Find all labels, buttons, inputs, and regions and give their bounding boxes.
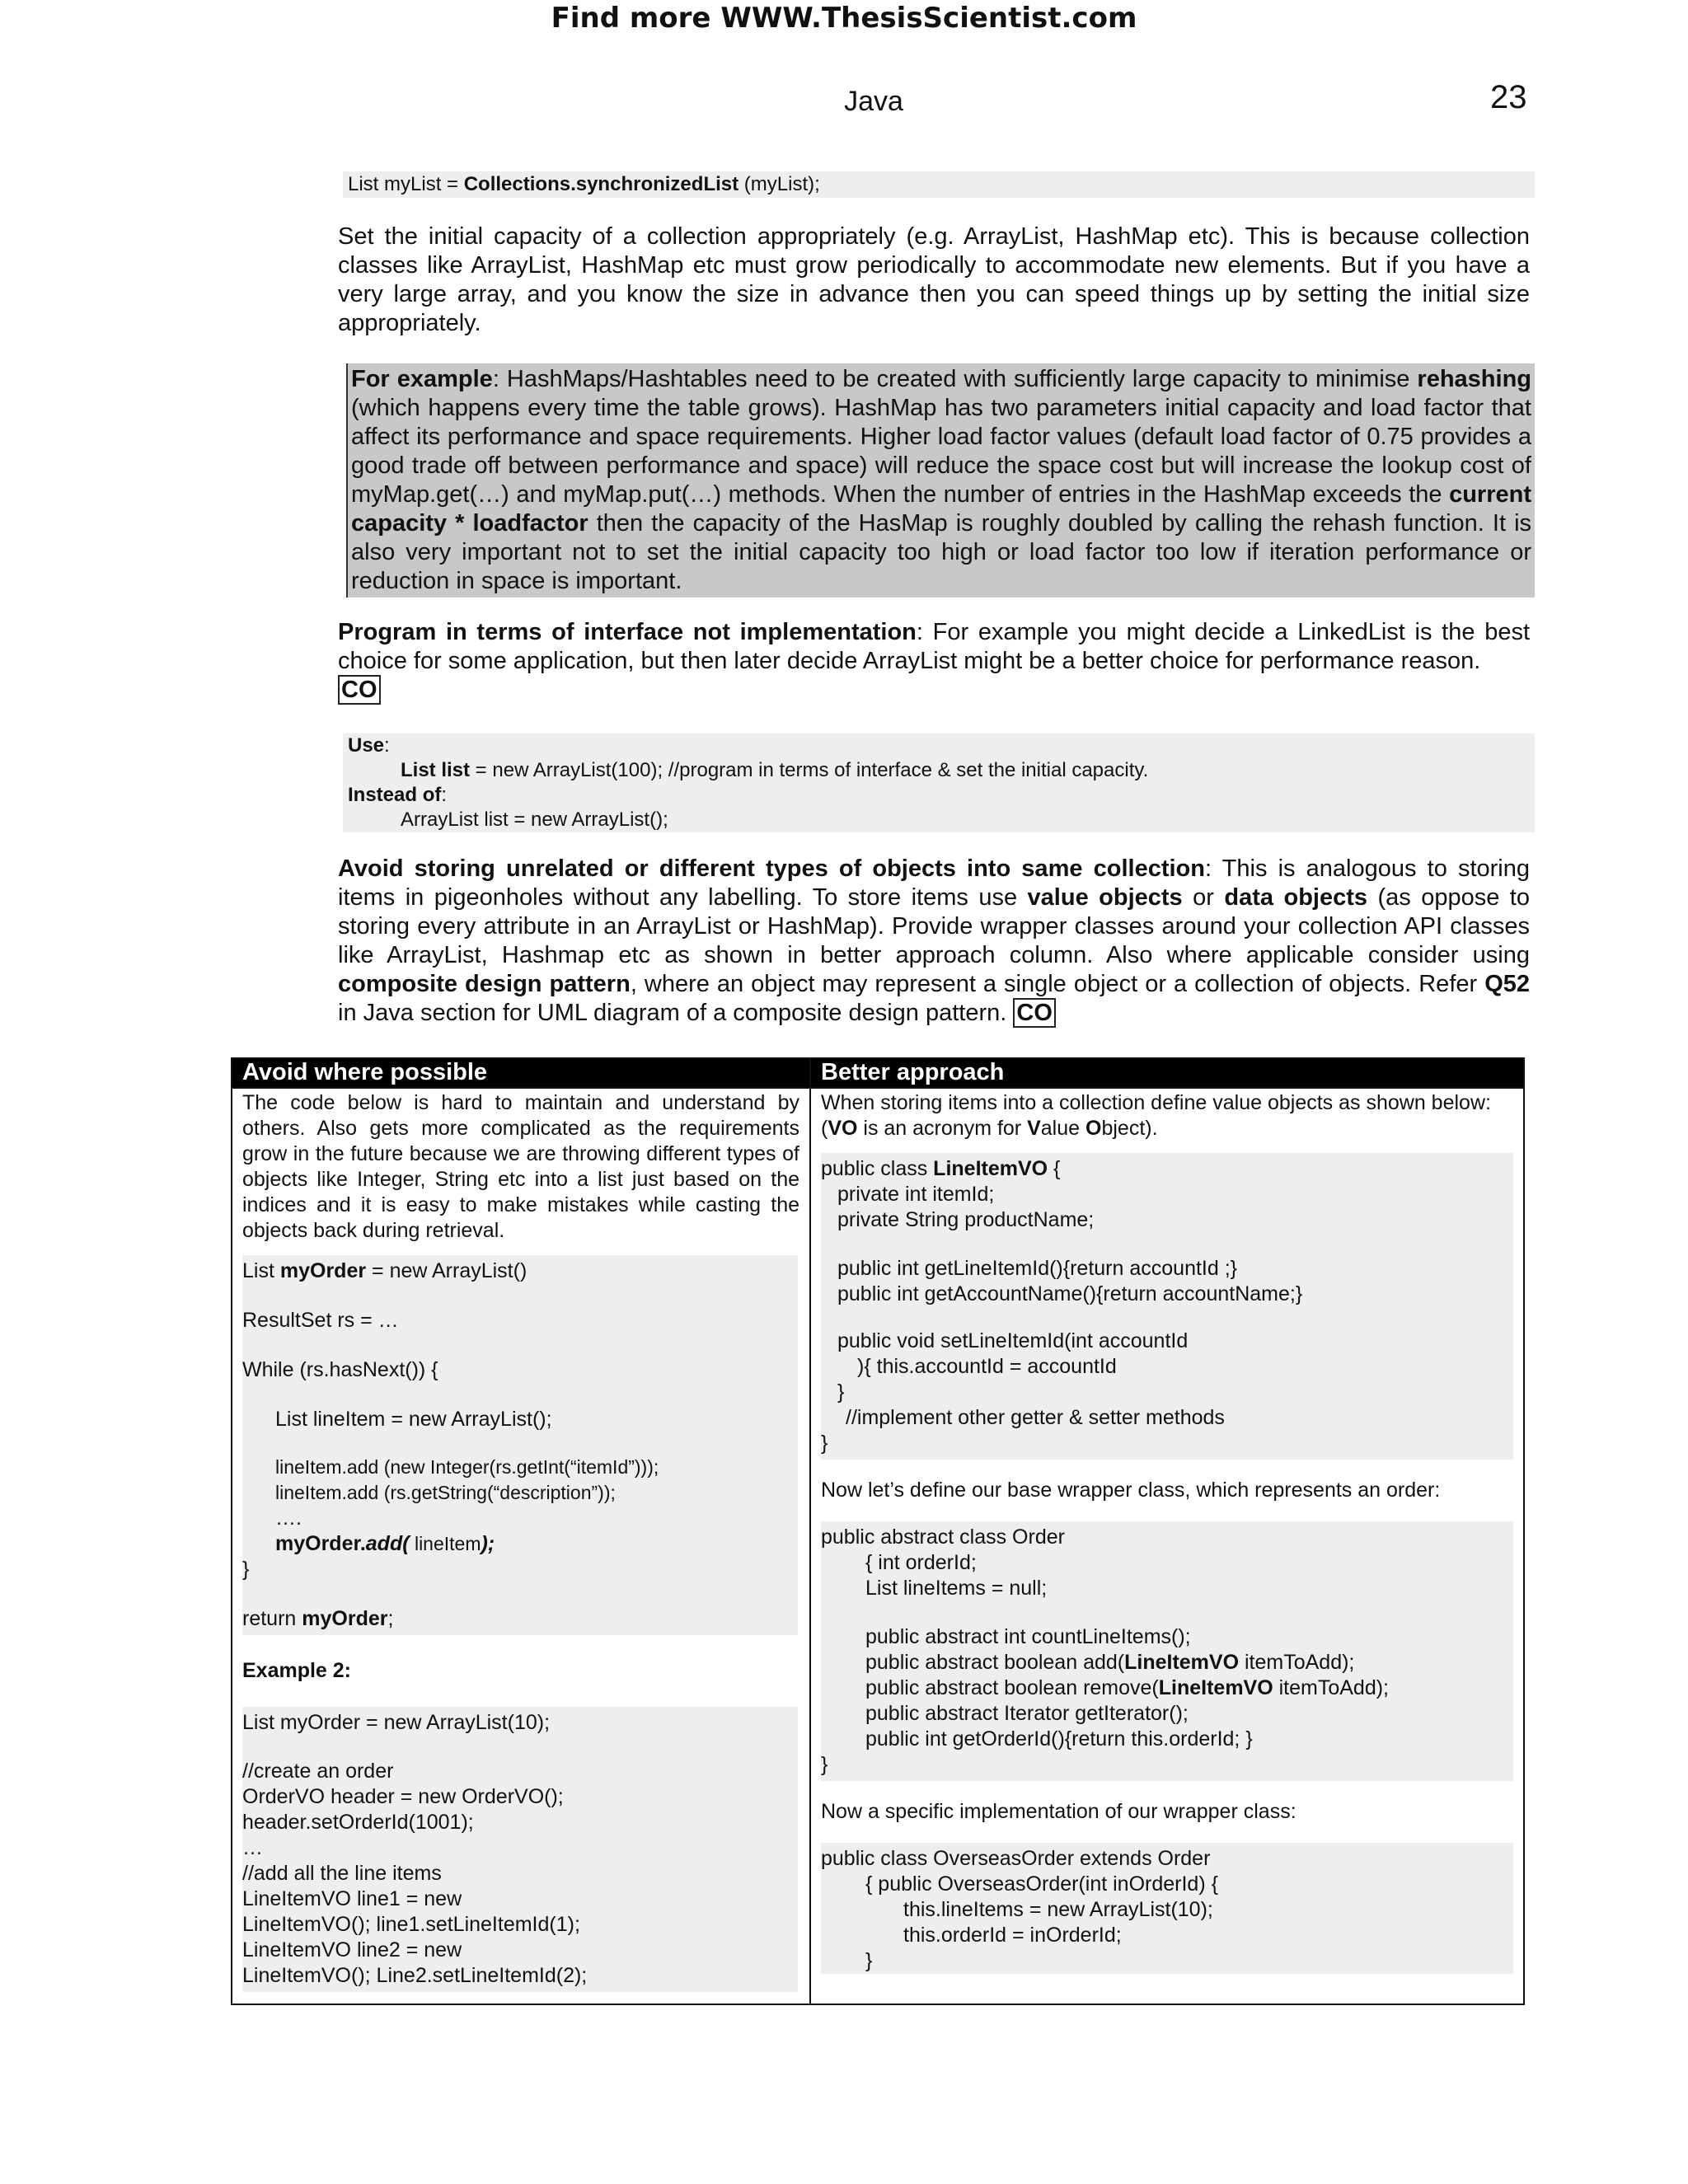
column-header-better: Better approach xyxy=(810,1058,1524,1088)
right-code-order xyxy=(821,1521,1513,1781)
code-line: public class OverseasOrder extends Order xyxy=(821,1847,1211,1870)
paragraph-body: in Java section for UML diagram of a composite design pattern. xyxy=(338,1000,1007,1026)
intro-bold: VO xyxy=(828,1117,858,1140)
page-number: 23 xyxy=(1490,79,1527,115)
code-line: List lineItem = new ArrayList(); xyxy=(275,1408,552,1431)
code-bold: Collections.synchronizedList xyxy=(463,173,739,195)
code-line: LineItemVO(); line1.setLineItemId(1); xyxy=(242,1913,580,1936)
cell-avoid xyxy=(232,1088,810,2004)
left-code-block-1 xyxy=(242,1255,798,1635)
table-header-row xyxy=(232,1058,1524,1088)
code-line: public int getLineItemId(){return accountId ;} xyxy=(837,1257,1238,1280)
code-line xyxy=(821,1650,1513,1675)
code-line: private String productName; xyxy=(837,1208,1095,1231)
code-colon: : xyxy=(441,784,448,806)
code-line: } xyxy=(821,1432,828,1455)
paragraph-body: , where an object may represent a single object or a collection of objects. Refer xyxy=(630,971,1485,997)
right-intro xyxy=(821,1090,1513,1141)
code-line: ){ this.accountId = accountId xyxy=(857,1355,1117,1378)
paragraph-body: (as oppose to storing every attribute in an ArrayList or HashMap). Provide wrapper classes around your collection API classes like ArrayList, Hashmap etc as shown in better approach column. Also where applicable consider using xyxy=(338,884,1530,968)
highlighted-example-paragraph xyxy=(346,363,1535,598)
co-tag: CO xyxy=(1013,998,1056,1028)
co-tag: CO xyxy=(338,675,381,705)
code-line: private int itemId; xyxy=(837,1183,995,1206)
code-text: return xyxy=(242,1607,302,1630)
paragraph-initial-capacity xyxy=(338,223,1530,338)
code-line: LineItemVO line1 = new xyxy=(242,1887,462,1910)
code-bold: myOrder. xyxy=(275,1532,366,1555)
code-line: public void setLineItemId(int accountId xyxy=(837,1329,1189,1352)
example-text: then the capacity of the HasMap is roughly doubled by calling the rehash function. It is also very important not to set the initial capacity too high or load factor too low if iteration performance or reduction in space is important. xyxy=(351,510,1532,594)
code-line: public abstract int countLineItems(); xyxy=(865,1625,1191,1648)
code-text: List xyxy=(242,1259,280,1282)
code-line: While (rs.hasNext()) { xyxy=(242,1358,438,1381)
code-text: lineItem xyxy=(409,1533,481,1554)
code-line: … xyxy=(242,1836,263,1859)
paragraph-body: : For example you might decide a LinkedList is the best choice for some application, but then later decide ArrayList might be a better choice for performance reason. xyxy=(338,619,1531,674)
code-bold: LineItemVO xyxy=(1158,1676,1273,1699)
code-line: } xyxy=(865,1949,873,1972)
code-line: ArrayList list = new ArrayList(); xyxy=(401,808,668,831)
example-lead: For example xyxy=(351,366,493,392)
example-bold: current capacity * loadfactor xyxy=(351,481,1531,537)
code-line: lineItem.add (rs.getString(“description”)); xyxy=(275,1482,616,1503)
code-synchronized-list xyxy=(343,171,1535,198)
code-text: public abstract boolean add( xyxy=(865,1651,1125,1674)
code-line: OrderVO header = new OrderVO(); xyxy=(242,1785,564,1808)
code-line: …. xyxy=(275,1507,302,1530)
right-text-specific-impl: Now a specific implementation of our wrapper class: xyxy=(821,1800,1296,1823)
code-line: List myOrder = new ArrayList(10); xyxy=(242,1711,551,1734)
example-text: (which happens every time the table grows). HashMap has two parameters initial capacity and load factor that affect its performance and space requirements. Higher load factor values (default load factor of 0.75 provides a good trade off between performance and space) will reduce the space cost but will increase the lookup cost of myMap.get(…) and myMap.put(…) methods. When the number of entries in the HashMap exceeds the xyxy=(351,395,1531,508)
paragraph-program-to-interface xyxy=(338,618,1530,705)
code-line: public int getAccountName(){return accountName;} xyxy=(837,1282,1303,1305)
code-text: ; xyxy=(387,1607,394,1630)
right-code-overseas-order xyxy=(821,1843,1513,1974)
paragraph-body: or xyxy=(1182,884,1225,911)
code-bold: List list xyxy=(401,759,471,781)
code-bold: ); xyxy=(481,1532,495,1555)
code-line: { public OverseasOrder(int inOrderId) { xyxy=(865,1872,1218,1896)
code-text: public abstract boolean remove( xyxy=(865,1676,1159,1699)
code-line: header.setOrderId(1001); xyxy=(242,1811,474,1834)
code-line: } xyxy=(837,1380,845,1404)
code-line xyxy=(821,1675,1513,1701)
paragraph-lead: Avoid storing unrelated or different types of objects into same collection xyxy=(338,855,1205,882)
code-line: public int getOrderId(){return this.orderId; } xyxy=(865,1727,1253,1750)
code-text: itemToAdd); xyxy=(1239,1651,1355,1674)
paragraph-body: : This is analogous to storing items in pigeonholes without any labelling. To store items use xyxy=(338,855,1530,911)
site-banner: Find more WWW.ThesisScientist.com xyxy=(551,2,1137,35)
cell-better xyxy=(810,1088,1524,2004)
code-text: { xyxy=(1048,1157,1061,1180)
code-line: //implement other getter & setter methods xyxy=(846,1406,1225,1429)
paragraph-text: Set the initial capacity of a collection appropriately (e.g. ArrayList, HashMap etc). This is because collection classes like ArrayList, HashMap etc must grow periodically to accommodate new elements. But if you have a very large array, and you know the size in advance then you can speed things up by setting the initial size appropriately. xyxy=(338,223,1530,336)
code-line: lineItem.add (new Integer(rs.getInt(“itemId”))); xyxy=(275,1456,659,1478)
code-line: } xyxy=(821,1753,828,1776)
running-header-title: Java xyxy=(844,86,903,117)
left-code-block-2 xyxy=(242,1707,798,1992)
intro-bold: V xyxy=(1027,1117,1041,1140)
intro-text: bject). xyxy=(1101,1117,1158,1140)
code-line xyxy=(821,1156,1513,1182)
code-bold: LineItemVO xyxy=(933,1157,1048,1180)
code-line: this.orderId = inOrderId; xyxy=(903,1924,1122,1947)
paragraph-lead: Program in terms of interface not implementation xyxy=(338,619,917,645)
right-text-base-wrapper: Now let’s define our base wrapper class, which represents an order: xyxy=(821,1479,1441,1502)
code-line: //create an order xyxy=(242,1760,394,1783)
code-text: (myList); xyxy=(738,173,820,195)
code-line xyxy=(242,1258,798,1284)
comparison-table xyxy=(231,1057,1525,2005)
left-intro: The code below is hard to maintain and understand by others. Also gets more complicated as the requirements grow in the future because we are throwing different types of objects like Integer, String etc into a list just based on the indices and it is easy to make mistakes while casting the objects back during retrieval. xyxy=(242,1091,799,1242)
code-text: = new ArrayList(100); //program in terms of interface & set the initial capacity. xyxy=(470,759,1149,781)
code-line: public abstract class Order xyxy=(821,1526,1065,1549)
code-text: public class xyxy=(821,1157,934,1180)
code-use-instead xyxy=(343,733,1535,832)
paragraph-bold: data objects xyxy=(1224,884,1368,911)
column-header-avoid: Avoid where possible xyxy=(232,1058,810,1088)
code-text: = new ArrayList() xyxy=(366,1259,528,1282)
example-2-label: Example 2: xyxy=(242,1659,352,1682)
code-line: List lineItems = null; xyxy=(865,1577,1048,1600)
example-bold: rehashing xyxy=(1417,366,1532,392)
code-bold: myOrder xyxy=(302,1607,388,1630)
code-text: itemToAdd); xyxy=(1273,1676,1390,1699)
code-bold: myOrder xyxy=(279,1259,367,1282)
code-line xyxy=(348,783,1535,808)
right-code-lineitemvo xyxy=(821,1153,1513,1460)
code-colon: : xyxy=(384,734,390,757)
code-line: LineItemVO line2 = new xyxy=(242,1938,462,1961)
intro-text: is an acronym for xyxy=(857,1117,1028,1140)
code-line: } xyxy=(242,1558,250,1581)
paragraph-avoid-unrelated-objects xyxy=(338,855,1530,1028)
paragraph-text xyxy=(338,618,1530,705)
code-line xyxy=(348,733,1535,758)
code-line: //add all the line items xyxy=(242,1862,442,1885)
table-row xyxy=(232,1088,1524,2004)
code-bold: add( xyxy=(365,1532,410,1555)
use-label: Use xyxy=(348,734,385,757)
code-line xyxy=(348,758,1535,783)
code-line xyxy=(242,1531,798,1557)
paragraph-bold: Q52 xyxy=(1484,971,1531,997)
paragraph-bold: value objects xyxy=(1027,884,1183,911)
paragraph-bold: composite design pattern xyxy=(338,971,631,997)
code-line: ResultSet rs = … xyxy=(242,1309,399,1332)
code-text: List myList = xyxy=(348,173,464,195)
code-bold: LineItemVO xyxy=(1124,1651,1240,1674)
intro-text: When storing items into a collection define value objects as shown below: ( xyxy=(821,1091,1491,1140)
instead-label: Instead of xyxy=(348,784,442,806)
paragraph-text xyxy=(338,855,1530,1028)
code-line xyxy=(242,1606,798,1632)
intro-text: alue xyxy=(1040,1117,1085,1140)
code-line: LineItemVO(); Line2.setLineItemId(2); xyxy=(242,1964,588,1987)
code-line: this.lineItems = new ArrayList(10); xyxy=(903,1898,1213,1921)
example-text: : HashMaps/Hashtables need to be created with sufficiently large capacity to minimise xyxy=(492,366,1418,392)
code-line: public abstract Iterator getIterator(); xyxy=(865,1702,1189,1725)
code-line: { int orderId; xyxy=(865,1551,977,1574)
intro-bold: O xyxy=(1085,1117,1102,1140)
